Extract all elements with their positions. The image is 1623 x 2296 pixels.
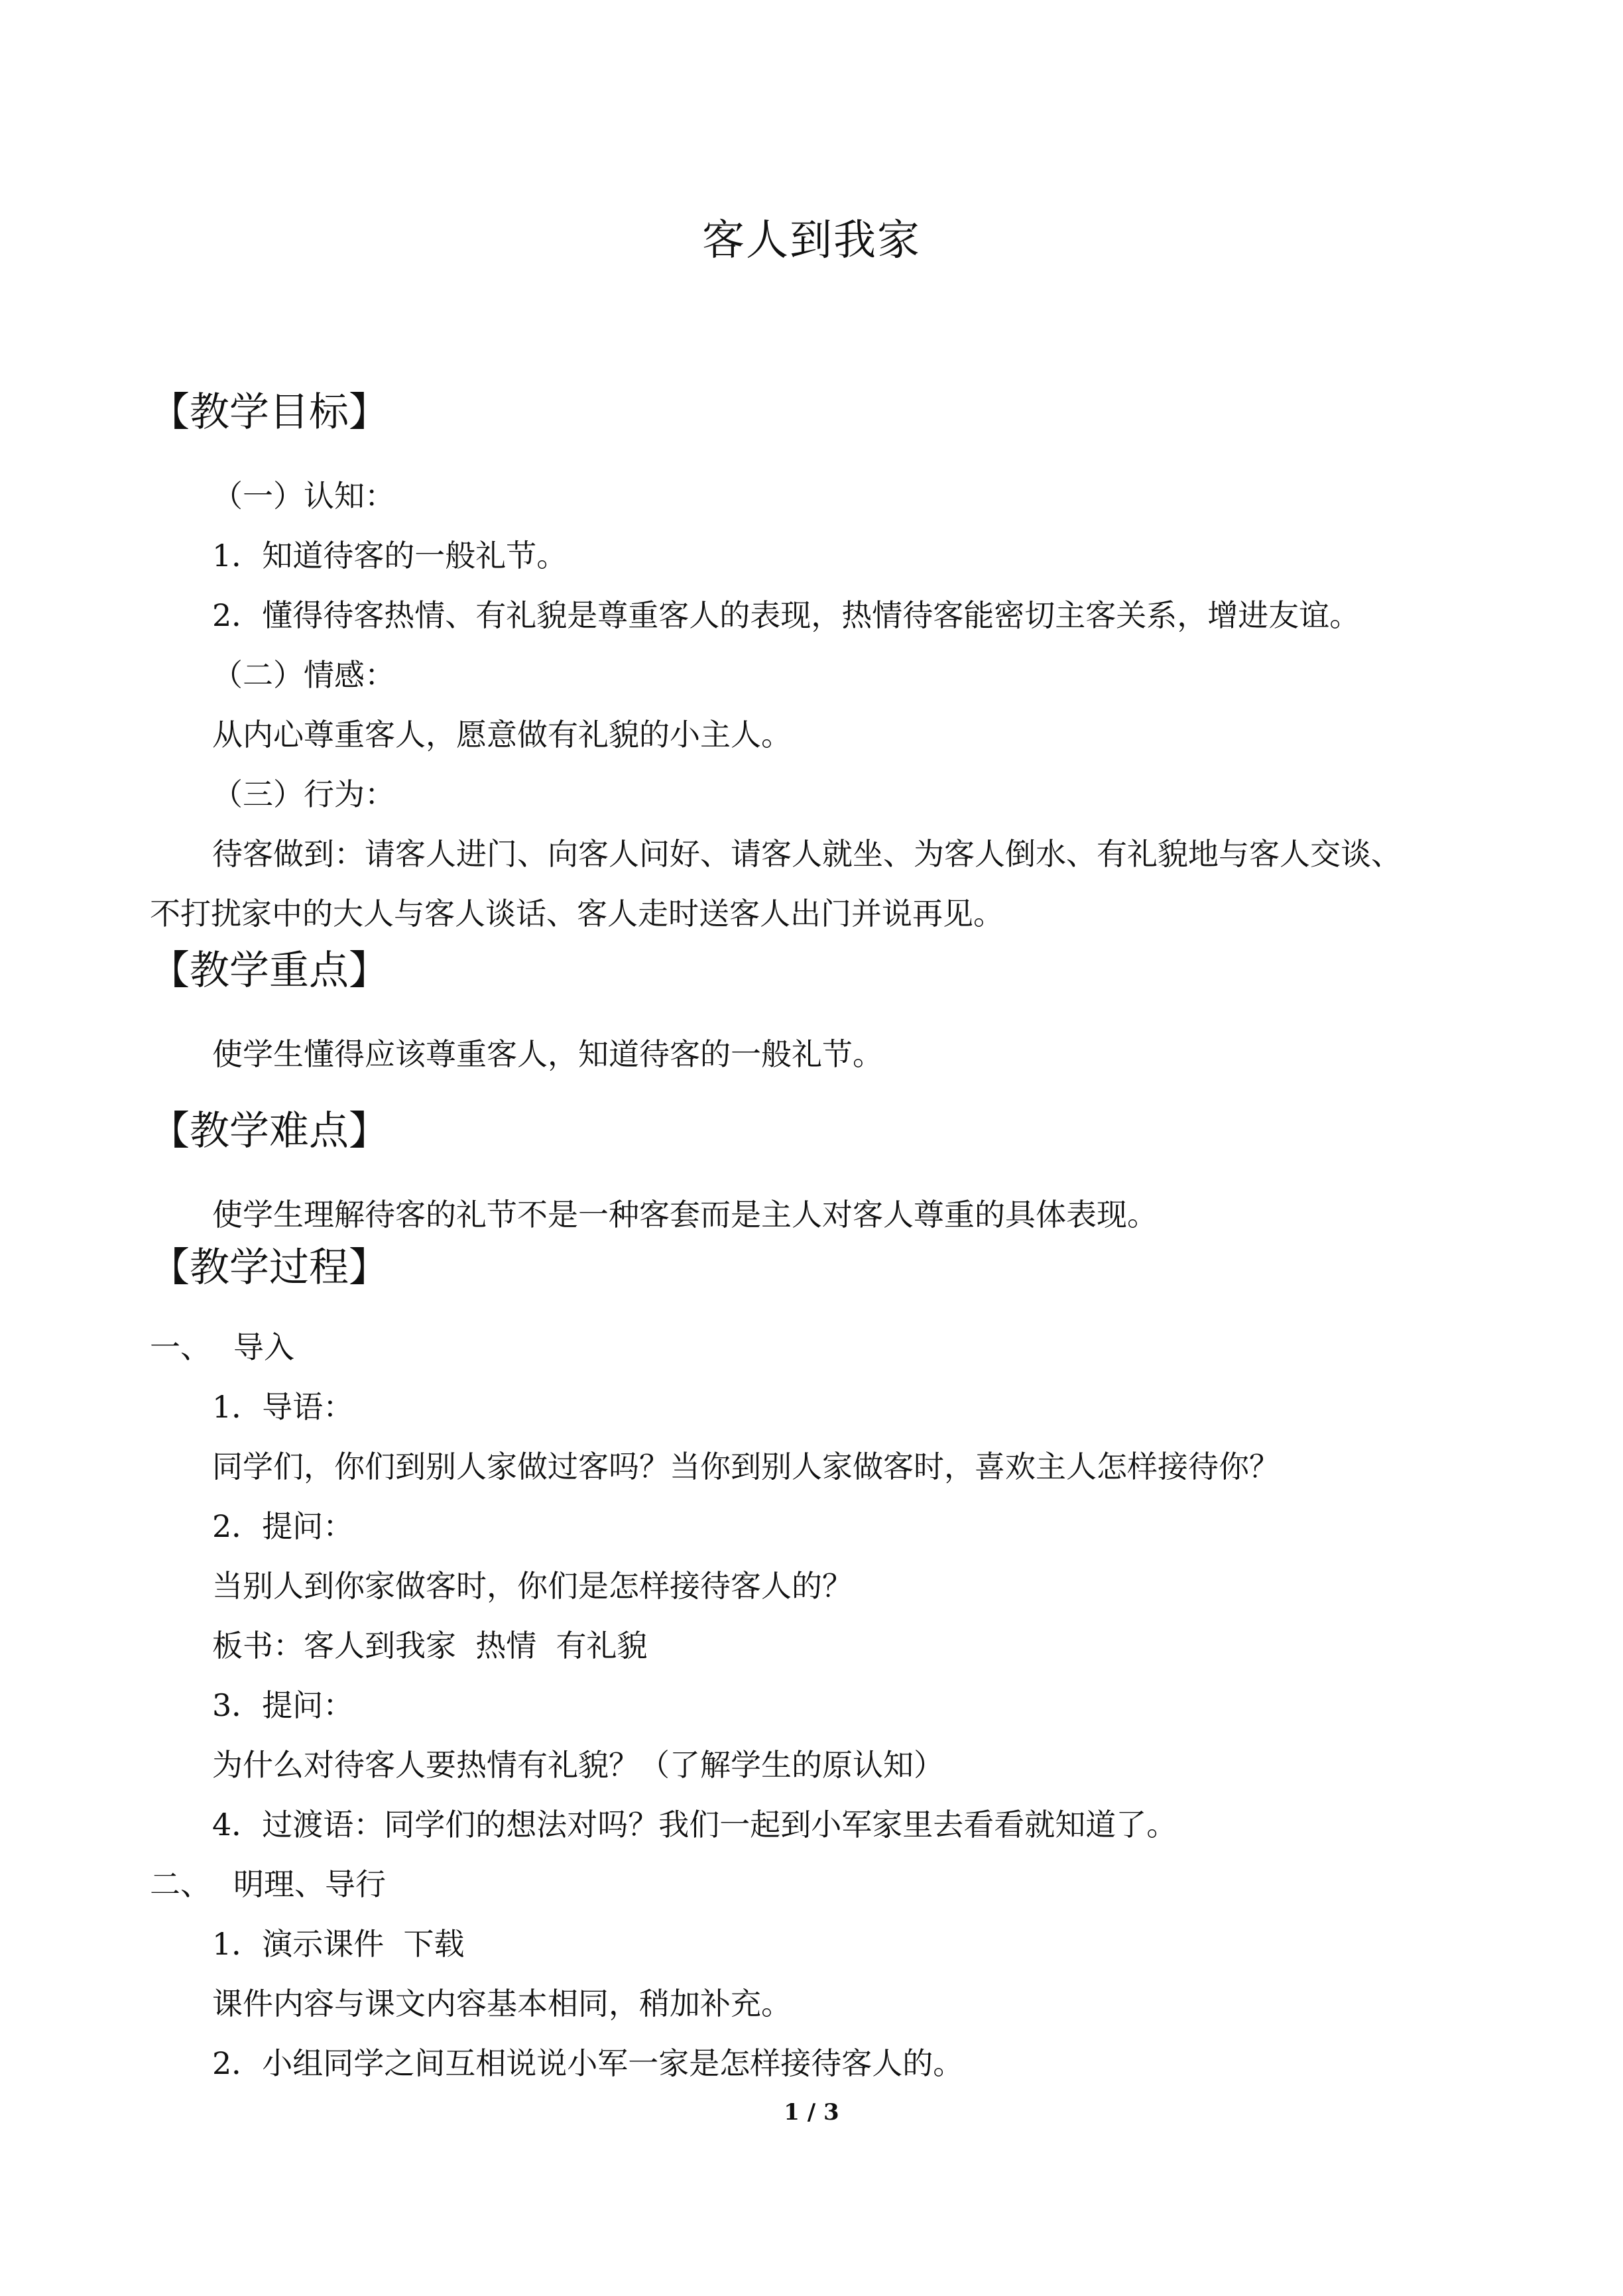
emotion-label: （二）情感：	[212, 657, 395, 693]
p1-item-2: 2．提问：	[212, 1508, 354, 1544]
behavior-label: （三）行为：	[212, 776, 395, 812]
p1-item-2-text: 当别人到你家做客时，你们是怎样接待客人的？	[212, 1568, 853, 1604]
p1-item-4: 4．过渡语：同学们的想法对吗？我们一起到小军家里去看看就知道了。	[212, 1807, 1177, 1843]
emotion-text: 从内心尊重客人，愿意做有礼貌的小主人。	[212, 717, 792, 753]
process-part-1-heading	[150, 1326, 294, 1368]
process-part-2-heading	[150, 1863, 386, 1905]
cognition-label: （一）认知：	[212, 478, 395, 514]
p2-item-2: 2．小组同学之间互相说说小军一家是怎样接待客人的。	[212, 2045, 964, 2081]
part-2-title: 明理、导行	[233, 1866, 386, 1902]
behavior-text-line-2: 不打扰家中的大人与客人谈话、客人走时送客人出门并说再见。	[150, 896, 1004, 932]
heading-difficulties: 【教学难点】	[150, 1108, 389, 1154]
difficulties-text: 使学生理解待客的礼节不是一种客套而是主人对客人尊重的具体表现。	[212, 1197, 1158, 1233]
page-indicator: 1 / 3	[784, 2099, 839, 2126]
part-1-title: 导入	[233, 1329, 294, 1365]
p1-item-3: 3．提问：	[212, 1687, 354, 1723]
heading-teaching-goals: 【教学目标】	[150, 389, 389, 436]
p1-board-writing: 板书：客人到我家 热情 有礼貌	[212, 1628, 648, 1663]
p1-item-1-text: 同学们，你们到别人家做过客吗？当你到别人家做客时，喜欢主人怎样接待你？	[212, 1449, 1280, 1484]
key-points-text: 使学生懂得应该尊重客人，知道待客的一般礼节。	[212, 1036, 883, 1072]
heading-teaching-process: 【教学过程】	[150, 1244, 389, 1291]
cognition-item-2: 2．懂得待客热情、有礼貌是尊重客人的表现，热情待客能密切主客关系，增进友谊。	[212, 597, 1360, 633]
cognition-item-1: 1．知道待客的一般礼节。	[212, 538, 568, 574]
p2-item-1: 1．演示课件 下载	[212, 1926, 465, 1962]
p2-item-1-text: 课件内容与课文内容基本相同，稍加补充。	[212, 1986, 792, 2022]
document-title: 客人到我家	[702, 216, 921, 265]
heading-key-points: 【教学重点】	[150, 947, 389, 994]
part-1-number: 一、	[150, 1329, 211, 1365]
behavior-text-line-1: 待客做到：请客人进门、向客人问好、请客人就坐、为客人倒水、有礼貌地与客人交谈、	[212, 836, 1402, 872]
p1-item-3-text: 为什么对待客人要热情有礼貌？（了解学生的原认知）	[212, 1747, 944, 1783]
part-2-number: 二、	[150, 1866, 211, 1902]
p1-item-1: 1．导语：	[212, 1389, 354, 1425]
